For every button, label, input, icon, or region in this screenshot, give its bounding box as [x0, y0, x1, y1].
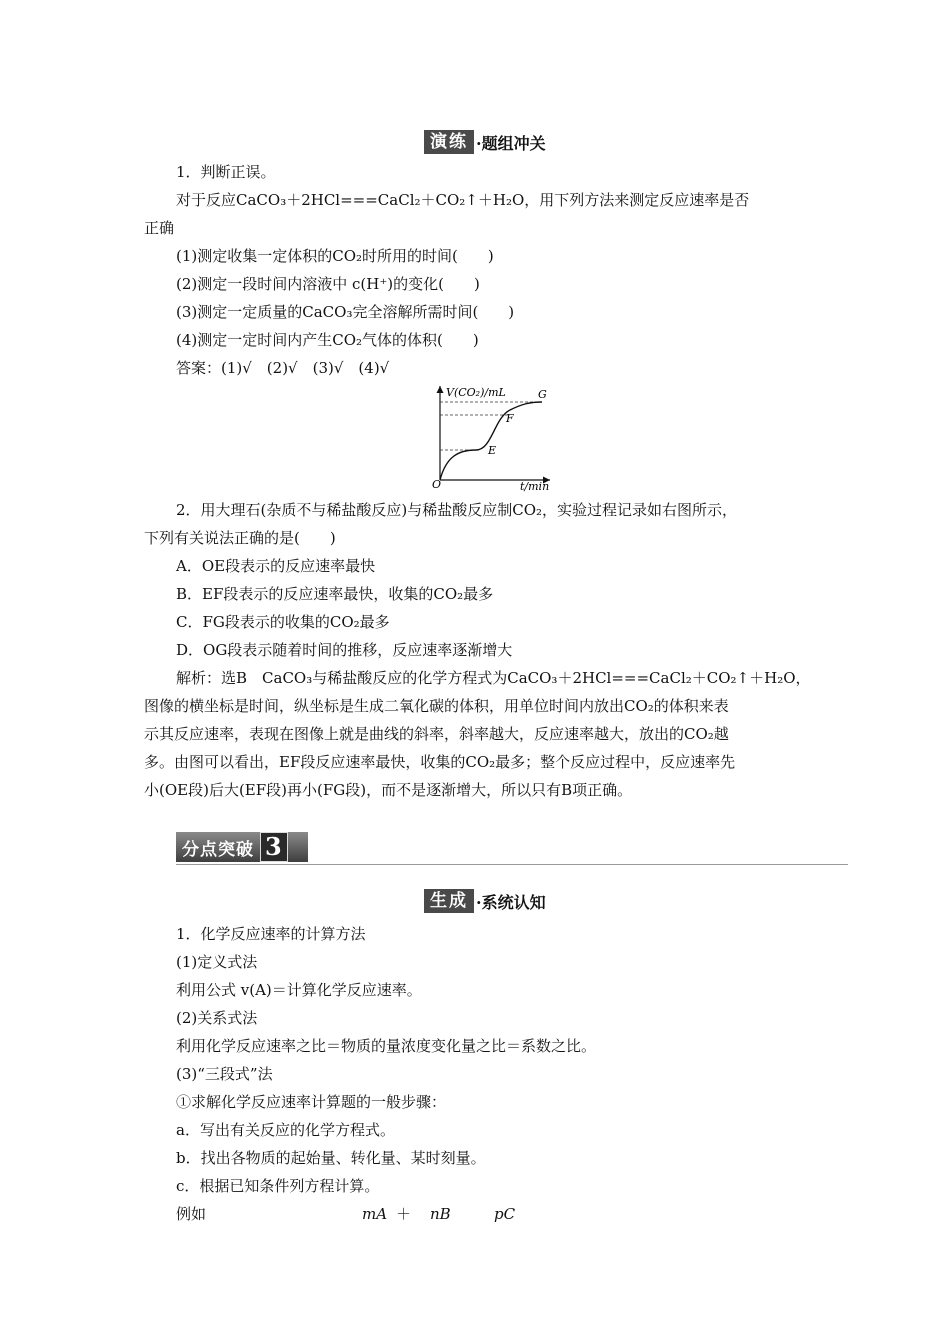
- practice-header: [424, 130, 546, 154]
- q2-stem-line1: 2．用大理石(杂质不与稀盐酸反应)与稀盐酸反应制CO₂，实验过程记录如右图所示，: [176, 501, 738, 519]
- q2-analysis-5: 小(OE段)后大(EF段)再小(FG段)，而不是逐渐增大，所以只有B项正确。: [144, 781, 633, 799]
- q1-item-1: (1)测定收集一定体积的CO₂时所用的时间( ): [176, 247, 494, 265]
- example-term-nb: nB: [430, 1205, 451, 1223]
- q1-title: 1．判断正误。: [176, 163, 276, 181]
- practice-header-box: 演练: [424, 130, 474, 154]
- q2-analysis-1: 解析：选B CaCO₃与稀盐酸反应的化学方程式为CaCO₃＋2HCl===CaCl₂＋CO₂↑＋H₂O，: [176, 669, 811, 687]
- example-term-pc: pC: [494, 1205, 516, 1223]
- example-label: 例如: [176, 1205, 207, 1223]
- origin-label: O: [432, 478, 442, 491]
- q2-option-b: B．EF段表示的反应速率最快，收集的CO₂最多: [176, 585, 494, 603]
- content-line-10: c．根据已知条件列方程计算。: [176, 1177, 380, 1195]
- content-line-8: a．写出有关反应的化学方程式。: [176, 1121, 395, 1139]
- section-divider: [176, 864, 848, 865]
- generate-header: [424, 889, 546, 913]
- content-line-6: (3)“三段式”法: [176, 1065, 273, 1083]
- q2-analysis-2: 图像的横坐标是时间，纵坐标是生成二氧化碳的体积，用单位时间内放出CO₂的体积来表: [144, 697, 729, 715]
- q1-stem-line1: 对于反应CaCO₃＋2HCl===CaCl₂＋CO₂↑＋H₂O，用下列方法来测定反应速率是否: [176, 191, 750, 209]
- x-axis-label: t/min: [520, 480, 550, 492]
- q1-item-4: (4)测定一定时间内产生CO₂气体的体积( ): [176, 331, 479, 349]
- y-axis-label: V(CO₂)/mL: [446, 386, 506, 399]
- q2-analysis-4: 多。由图可以看出，EF段反应速率最快，收集的CO₂最多；整个反应过程中，反应速率先: [144, 753, 736, 771]
- q2-option-c: C．FG段表示的收集的CO₂最多: [176, 613, 390, 631]
- q2-option-a: A．OE段表示的反应速率最快: [176, 557, 376, 575]
- point-g-label: G: [538, 388, 547, 401]
- content-line-2: (1)定义式法: [176, 953, 258, 971]
- q1-item-3: (3)测定一定质量的CaCO₃完全溶解所需时间( ): [176, 303, 515, 321]
- content-line-5: 利用化学反应速率之比＝物质的量浓度变化量之比＝系数之比。: [176, 1037, 597, 1055]
- point-f-label: F: [506, 412, 514, 425]
- content-line-1: 1．化学反应速率的计算方法: [176, 925, 366, 943]
- example-plus: ＋: [396, 1205, 412, 1223]
- q1-item-2: (2)测定一段时间内溶液中 c(H⁺)的变化( ): [176, 275, 480, 293]
- section-3-number: 3: [260, 832, 288, 862]
- content-line-9: b．找出各物质的起始量、转化量、某时刻量。: [176, 1149, 486, 1167]
- content-line-7: ①求解化学反应速率计算题的一般步骤：: [176, 1093, 447, 1111]
- q2-stem-line2: 下列有关说法正确的是( ): [144, 529, 336, 547]
- section-3-label: 分点突破: [182, 839, 254, 860]
- q1-answer: 答案：(1)√ (2)√ (3)√ (4)√: [176, 359, 390, 377]
- q2-option-d: D．OG段表示随着时间的推移，反应速率逐渐增大: [176, 641, 513, 659]
- volume-curve: [440, 402, 542, 480]
- co2-volume-graph: [410, 382, 570, 492]
- q1-stem-line2: 正确: [144, 219, 175, 237]
- practice-header-text: ·题组冲关: [476, 133, 546, 153]
- q2-analysis-3: 示其反应速率，表现在图像上就是曲线的斜率，斜率越大，反应速率越大，放出的CO₂越: [144, 725, 729, 743]
- content-line-3: 利用公式 v(A)＝计算化学反应速率。: [176, 981, 422, 999]
- generate-header-box: 生成: [424, 889, 474, 913]
- generate-header-text: ·系统认知: [476, 892, 546, 912]
- section-3-banner: [176, 832, 308, 862]
- point-e-label: E: [488, 444, 497, 457]
- content-line-4: (2)关系式法: [176, 1009, 258, 1027]
- example-term-ma: mA: [362, 1205, 388, 1223]
